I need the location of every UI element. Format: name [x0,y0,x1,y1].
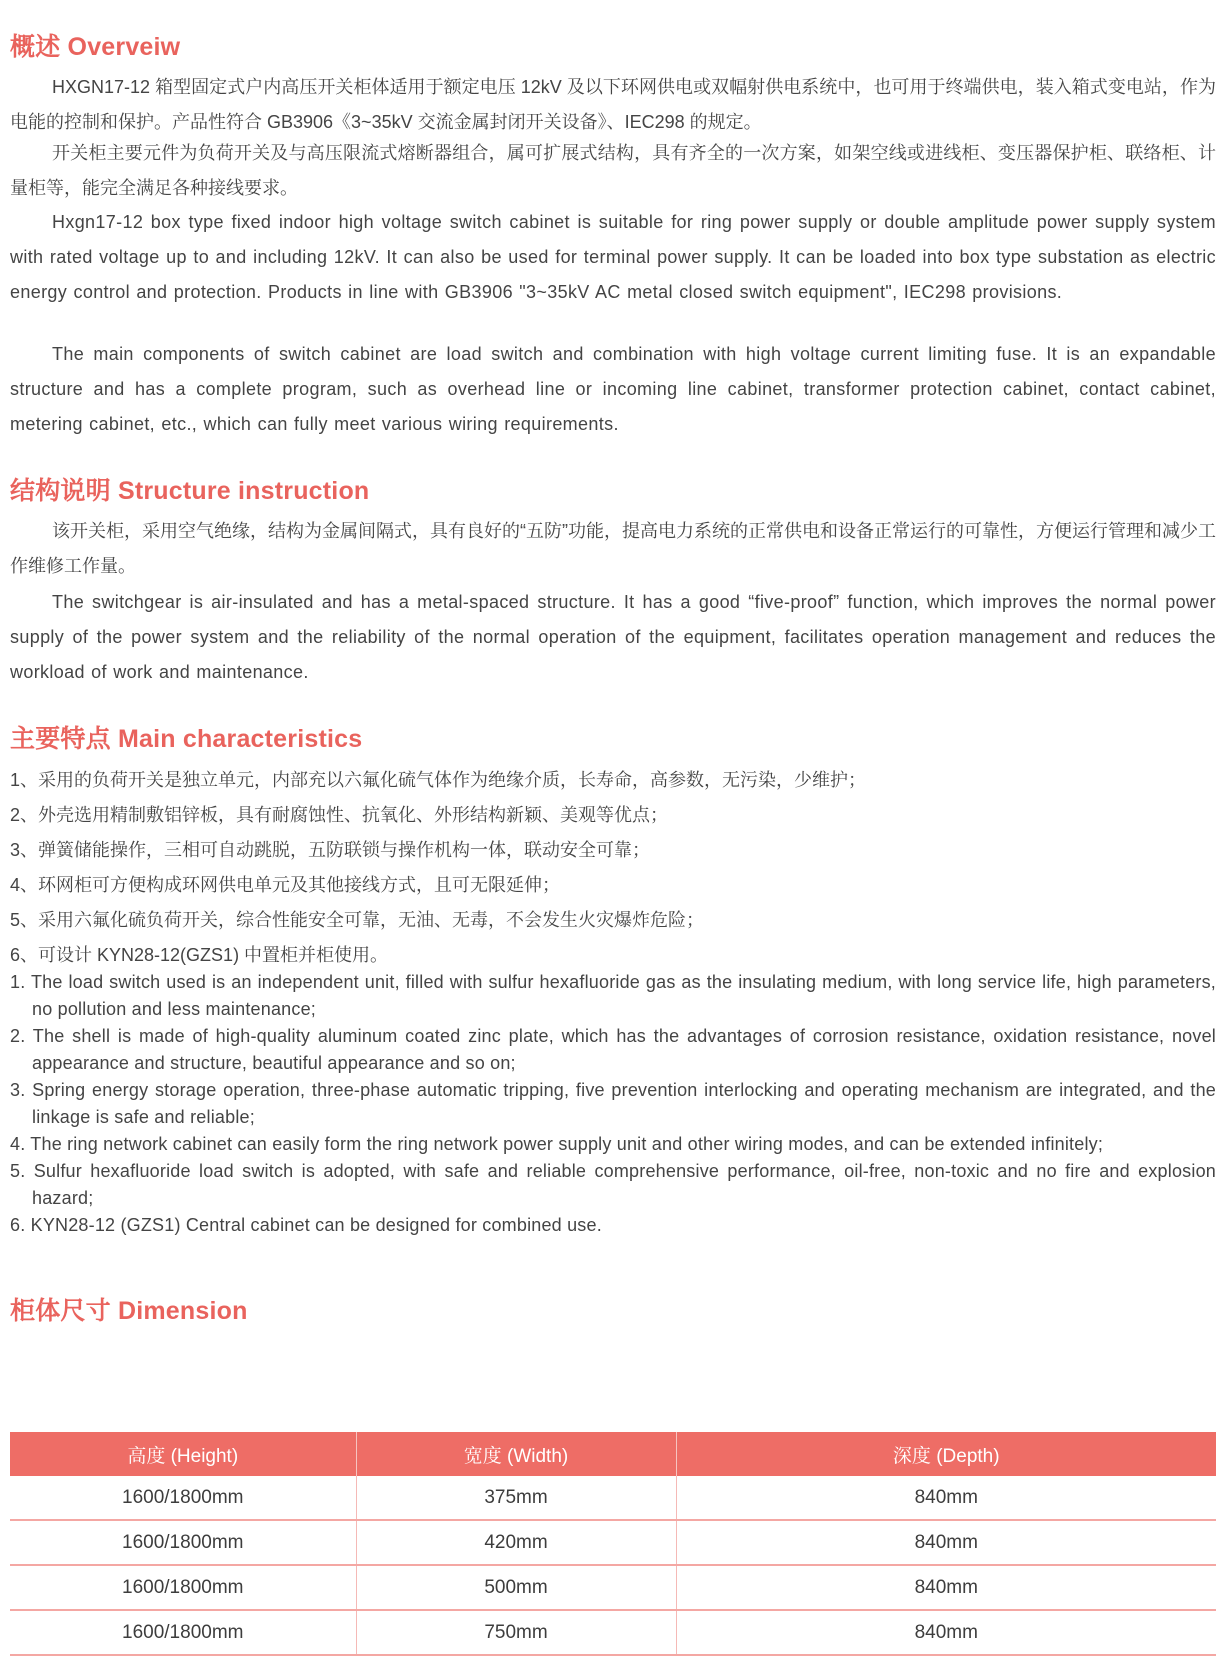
width-cell: 375mm [356,1476,676,1520]
depth-cell: 840mm [676,1610,1216,1655]
overview-en-paragraph-2: The main components of switch cabinet are load switch and combination with high voltage current limiting fuse. It is an expandable structure and has a complete program, such as overhead line or incoming line cabinet, transformer protection cabinet, contact cabinet, metering cabinet, etc., which can fully meet various wiring requirements. [10,344,1216,434]
width-cell: 750mm [356,1610,676,1655]
depth-cell: 840mm [676,1565,1216,1610]
characteristics-en-list [10,969,1216,1239]
table-row [10,1520,1216,1565]
column-header-depth: 深度 (Depth) [676,1432,1216,1476]
overview-zh-paragraph-2: 开关柜主要元件为负荷开关及与高压限流式熔断器组合，属可扩展式结构，具有齐全的一次方案，如架空线或进线柜、变压器保护柜、联络柜、计量柜等，能完全满足各种接线要求。 [10,143,1216,198]
list-item: 1、采用的负荷开关是独立单元，内部充以六氟化硫气体作为绝缘介质，长寿命，高参数，无污染，少维护； [10,770,867,790]
dimension-table [10,1432,1216,1656]
height-cell: 1600/1800mm [10,1476,356,1520]
table-row [10,1610,1216,1655]
list-item: 3. Spring energy storage operation, three-phase automatic tripping, five prevention interlocking and operating mechanism are integrated, and the linkage is safe and reliable; [10,1080,1216,1127]
table-row [10,1565,1216,1610]
list-item: 4. The ring network cabinet can easily form the ring network power supply unit and other wiring modes, and can be extended infinitely; [10,1134,1104,1154]
list-item: 6、可设计 KYN28-12(GZS1) 中置柜并柜使用。 [10,945,389,965]
depth-cell: 840mm [676,1520,1216,1565]
overview-heading: 概述 Overveiw [10,33,181,61]
structure-heading: 结构说明 Structure instruction [10,477,370,505]
width-cell: 420mm [356,1520,676,1565]
height-cell: 1600/1800mm [10,1520,356,1565]
height-cell: 1600/1800mm [10,1565,356,1610]
list-item: 4、环网柜可方便构成环网供电单元及其他接线方式，且可无限延伸； [10,875,561,895]
height-cell: 1600/1800mm [10,1610,356,1655]
list-item: 5、采用六氟化硫负荷开关，综合性能安全可靠，无油、无毒，不会发生火灾爆炸危险； [10,910,705,930]
overview-en-paragraph-1: Hxgn17-12 box type fixed indoor high voltage switch cabinet is suitable for ring power supply or double amplitude power supply system with rated voltage up to and including 12kV. It can also be used for terminal power supply. It can be loaded into box type substation as electric energy control and protection. Products in line with GB3906 "3~35kV AC metal closed switch equipment", IEC298 provisions. [10,212,1216,302]
column-header-height: 高度 (Height) [10,1432,356,1476]
list-item: 5. Sulfur hexafluoride load switch is adopted, with safe and reliable comprehensive performance, oil-free, non-toxic and no fire and explosion hazard; [10,1161,1216,1208]
column-header-width: 宽度 (Width) [356,1432,676,1476]
depth-cell: 840mm [676,1476,1216,1520]
table-header-row [10,1432,1216,1476]
overview-zh-paragraph-1: HXGN17-12 箱型固定式户内高压开关柜体适用于额定电压 12kV 及以下环网供电或双幅射供电系统中，也可用于终端供电，装入箱式变电站，作为电能的控制和保护。产品性符合 GB3906《3~35kV 交流金属封闭开关设备》、IEC298 的规定。 [10,77,1216,132]
structure-zh-paragraph: 该开关柜，采用空气绝缘，结构为金属间隔式，具有良好的“五防”功能，提高电力系统的正常供电和设备正常运行的可靠性，方便运行管理和减少工作维修工作量。 [10,521,1216,576]
width-cell: 500mm [356,1565,676,1610]
characteristics-heading: 主要特点 Main characteristics [10,725,363,753]
list-item: 2、外壳选用精制敷铝锌板，具有耐腐蚀性、抗氧化、外形结构新颖、美观等优点； [10,805,669,825]
list-item: 6. KYN28-12 (GZS1) Central cabinet can be designed for combined use. [10,1215,602,1235]
list-item: 3、弹簧储能操作，三相可自动跳脱，五防联锁与操作机构一体，联动安全可靠； [10,840,651,860]
table-row [10,1476,1216,1520]
list-item: 2. The shell is made of high-quality aluminum coated zinc plate, which has the advantages of corrosion resistance, oxidation resistance, novel appearance and structure, beautiful appearance and so on; [10,1026,1216,1073]
list-item: 1. The load switch used is an independent unit, filled with sulfur hexafluoride gas as the insulating medium, with long service life, high parameters, no pollution and less maintenance; [10,972,1216,1019]
characteristics-zh-list [10,763,1216,973]
structure-en-paragraph: The switchgear is air-insulated and has a metal-spaced structure. It has a good “five-proof” function, which improves the normal power supply of the power system and the reliability of the normal operation of the equipment, facilitates operation management and reduces the workload of work and maintenance. [10,592,1216,682]
dimension-heading: 柜体尺寸 Dimension [10,1297,248,1325]
